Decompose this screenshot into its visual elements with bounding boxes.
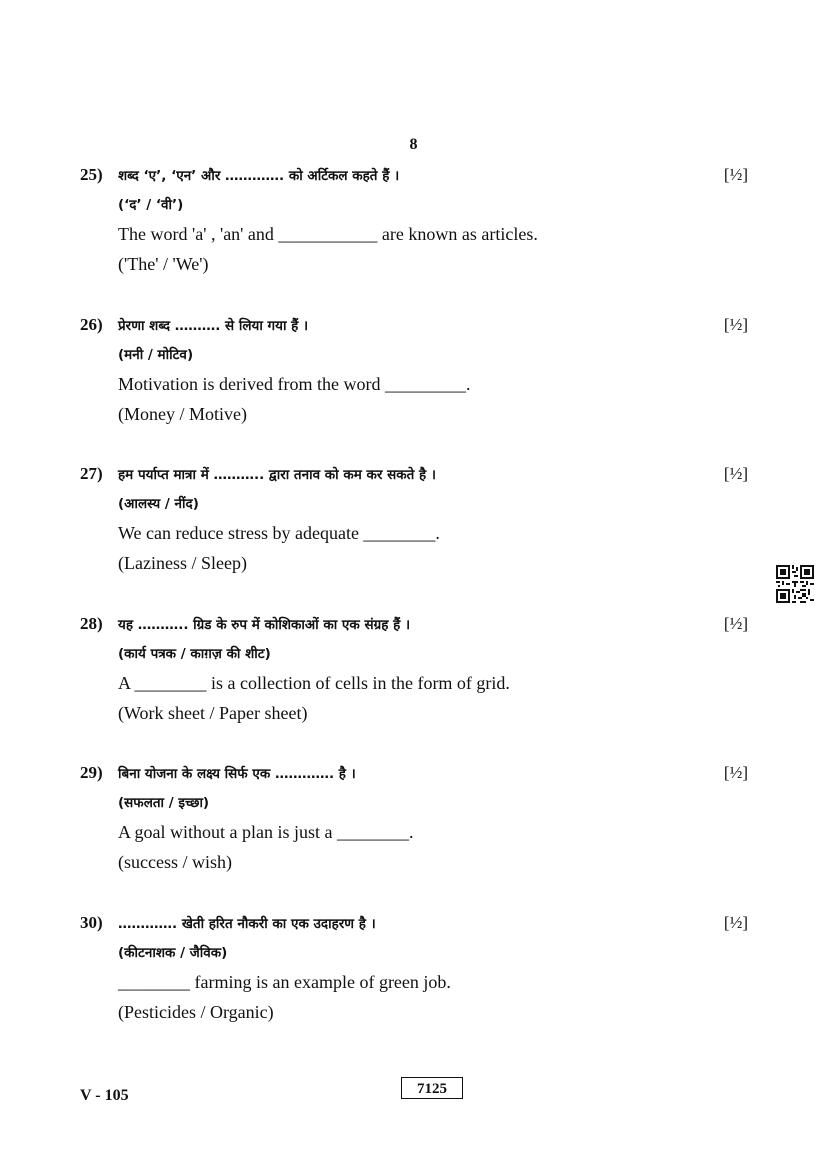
question-number: 25) [80,165,103,184]
question-line [80,913,748,935]
hindi-options: (कीटनाशक / जैविक) [118,945,228,961]
question-hindi: हम पर्याप्त मात्रा में ……….. द्वारा तनाव को कम कर सकते है । [118,467,436,483]
question-hindi: यह ……….. ग्रिड के रुप में कोशिकाओं का एक संग्रह हैं । [118,617,411,633]
question-30 [80,913,748,1033]
page-number: 8 [409,136,418,153]
question-number: 27) [80,464,103,483]
english-options: (Pesticides / Organic) [118,1002,274,1022]
question-hindi: प्रेरणा शब्द ………. से लिया गया हैं । [118,318,309,334]
question-marks: [½] [723,763,748,782]
question-line [80,464,748,486]
english-options: (Work sheet / Paper sheet) [118,703,308,723]
question-marks: [½] [723,165,748,184]
english-statement: Motivation is derived from the word _________. [118,374,471,394]
question-27 [80,464,748,584]
hindi-options: (कार्य पत्रक / काग़ज़ की शीट) [118,646,271,662]
qr-code-icon [776,565,814,603]
english-options: (success / wish) [118,852,232,872]
question-25 [80,165,748,285]
question-number: 30) [80,913,103,932]
question-marks: [½] [723,315,748,334]
question-number: 29) [80,763,103,782]
question-marks: [½] [723,464,748,483]
question-marks: [½] [723,614,748,633]
english-statement: ________ farming is an example of green job. [118,972,451,992]
english-statement: A goal without a plan is just a ________. [118,822,414,842]
question-hindi: शब्द ‘ए’, ‘एन’ और …………. को अर्टिकल कहते हैं । [118,168,400,184]
question-hindi: …………. खेती हरित नौकरी का एक उदाहरण है । [118,916,376,932]
hindi-options: (मनी / मोटिव) [118,347,194,363]
question-26 [80,315,748,435]
question-29 [80,763,748,883]
question-line [80,165,748,187]
hindi-options: (सफलता / इच्छा) [118,795,210,811]
question-line [80,763,748,785]
question-hindi: बिना योजना के लक्ष्य सिर्फ एक …………. है । [118,766,356,782]
english-statement: We can reduce stress by adequate ________. [118,523,440,543]
english-options: (Money / Motive) [118,404,247,424]
english-statement: The word 'a' , 'an' and ___________ are known as articles. [118,224,538,244]
question-line [80,614,748,636]
question-marks: [½] [723,913,748,932]
hindi-options: (‘द’ / ‘वी’) [118,197,184,213]
serial-number-box: 7125 [401,1077,463,1099]
question-number: 26) [80,315,103,334]
question-line [80,315,748,337]
question-28 [80,614,748,734]
english-statement: A ________ is a collection of cells in the form of grid. [118,673,510,693]
english-options: ('The' / 'We') [118,254,209,274]
hindi-options: (आलस्य / नींद) [118,496,199,512]
question-number: 28) [80,614,103,633]
english-options: (Laziness / Sleep) [118,553,247,573]
paper-code: V - 105 [80,1087,129,1104]
